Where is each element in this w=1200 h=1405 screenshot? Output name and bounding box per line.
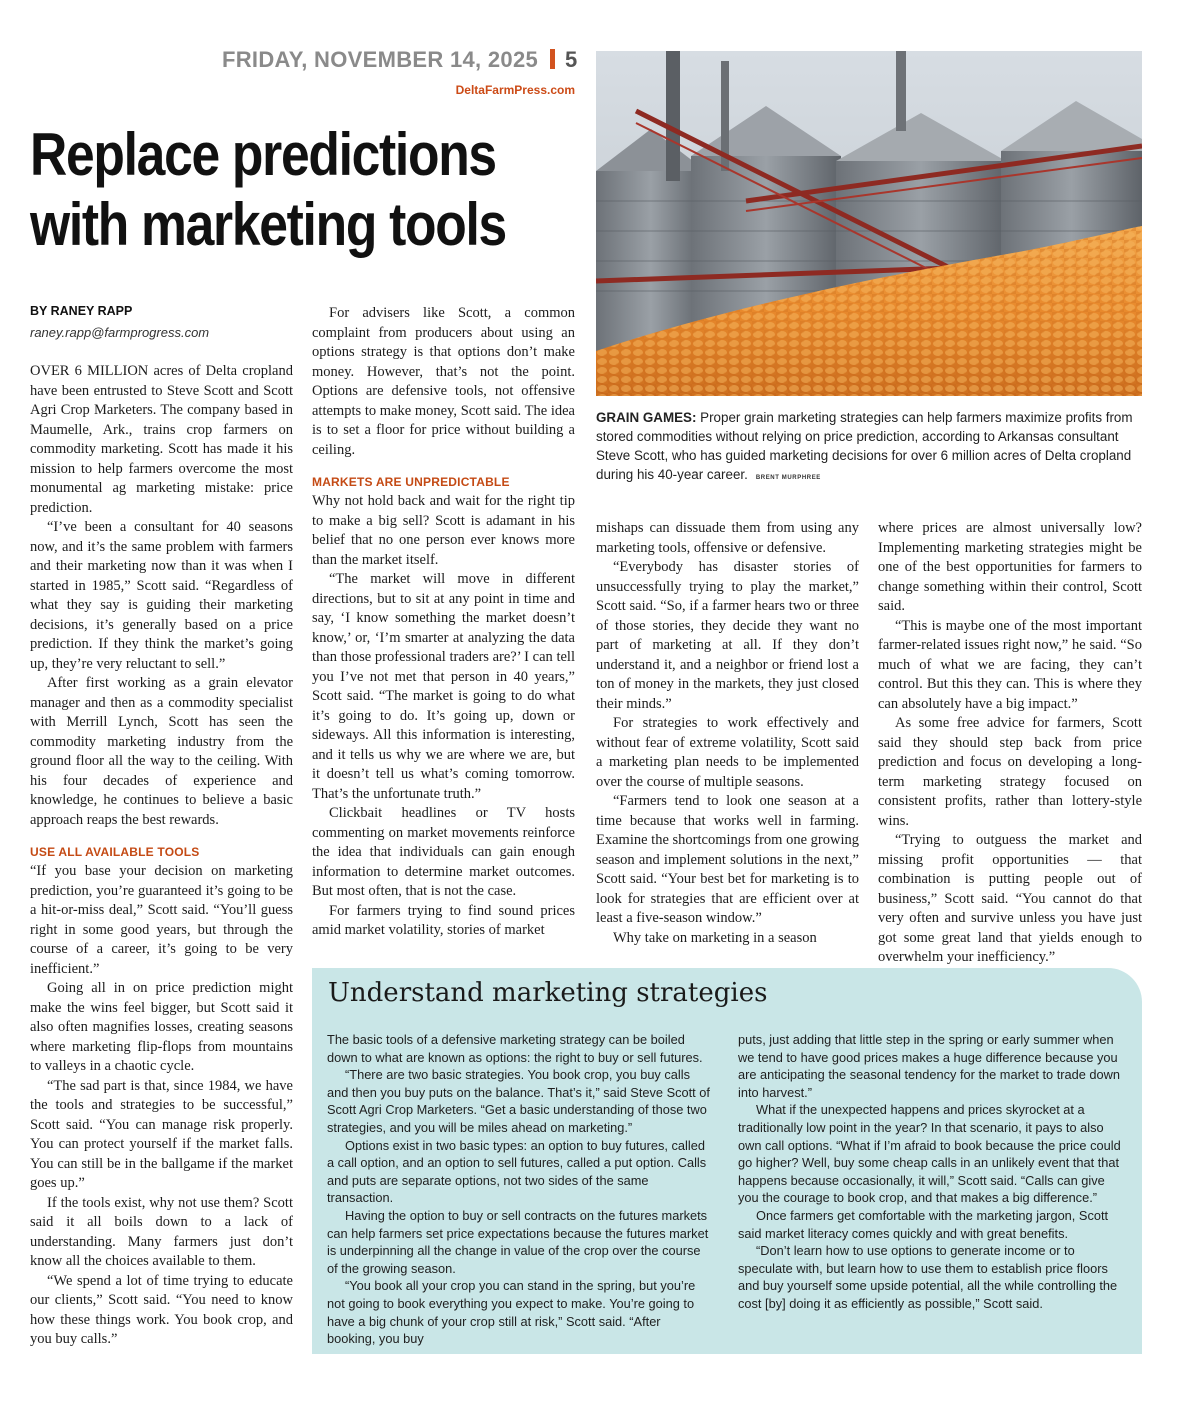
headline-line-2: with marketing tools <box>30 191 506 258</box>
lead-in-caps: OVER 6 MILLION <box>30 363 149 379</box>
paragraph: puts, just adding that little step in the spring or early summer when we tend to have good prices makes a huge difference because you are anticipating the seasonal tendency for the market to trade down into harvest.” <box>738 1032 1121 1100</box>
paragraph: For strategies to work effectively and without fear of extreme volatility, Scott said a marketing plan needs to be implemented over the course of multiple seasons. <box>596 715 859 790</box>
paragraph: “We spend a lot of time trying to educate our clients,” Scott said. “You need to know how these things work. You book crop, and you buy calls.” <box>30 1272 293 1347</box>
sidebar-column-left <box>327 1031 712 1348</box>
sidebar-column-right <box>738 1031 1123 1313</box>
subhead-markets: MARKETS ARE UNPREDICTABLE <box>312 475 510 489</box>
paragraph: “Trying to outguess the market and missing profit opportunities — that combination is putting people out of business,” Scott said. “You cannot do that very often and survive unless you have just got some great land that yields enough to overwhelm your inefficiency.” <box>878 832 1142 965</box>
paragraph: “Don’t learn how to use options to generate income or to speculate with, but learn how to use them to establish price floors and buy yourself some upside potential, all the while controlling the cost [by] doing it as efficiently as possible,” Scott said. <box>738 1243 1118 1311</box>
paragraph: Going all in on price prediction might make the wins feel bigger, but Scott said it also often magnifies losses, creating seasons where marketing flip-flops from mountains to valleys in a chaotic cycle. <box>30 980 293 1074</box>
paragraph: “There are two basic strategies. You book crop, you buy calls and then you buy puts on the balance. That’s it,” said Steve Scott of Scott Agri Crop Marketers. “Get a basic understanding of those two strategies, and you will be miles ahead on marketing.” <box>327 1067 710 1135</box>
paragraph: The basic tools of a defensive marketing strategy can be boiled down to what are known as options: the right to buy or sell futures. <box>327 1032 703 1065</box>
paragraph: If the tools exist, why not use them? Scott said it all boils down to a lack of understanding. Many farmers just don’t know all the choices available to them. <box>30 1194 293 1269</box>
byline: BY RANEY RAPP <box>30 304 133 318</box>
caption-text: Proper grain marketing strategies can help farmers maximize profits from stored commodities without relying on price prediction, according to Arkansas consultant Steve Scott, who has guided marketing decisions for over 6 million acres of Delta cropland during his 40-year career. <box>596 410 1133 482</box>
grain-bin-corn-image <box>596 51 1142 396</box>
paragraph: “I’ve been a consultant for 40 seasons now, and it’s the same problem with farmers and their marketing now than it was when I started in 1985,” Scott said. “Regardless of what they say is guiding their marketing decisions, it’s generally based on a price prediction. If they think the market’s going up, they’re very reluctant to sell.” <box>30 519 293 672</box>
sidebar-title: Understand marketing strategies <box>328 978 768 1008</box>
paragraph: What if the unexpected happens and prices skyrocket at a traditionally low point in the year? In that scenario, it pays to also own call options. “What if I’m afraid to book because the price could go higher? Well, buy some cheap calls in an unlikely event that that happens because occasionally, it will,” Scott said. “Calls can give you the courage to book crop, and that makes a big difference.” <box>738 1102 1121 1206</box>
paragraph-text: acres of Delta cropland have been entrusted to Steve Scott and Scott Agri Crop Marketers. The company based in Maumelle, Ark., trains crop farmers on commodity marketing. Scott has made it his mission to help farmers overcome the most monumental ag marketing mistake: price prediction. <box>30 363 293 516</box>
paragraph: Clickbait headlines or TV hosts commenting on market movements reinforce the idea that individuals can gain enough information to determine market outcomes. But most often, that is not the case. <box>312 805 575 899</box>
paragraph: “Everybody has disaster stories of unsuccessfully trying to play the market,” Scott said. “So, if a farmer hears two or three of those stories, they decide they want no part of marketing at all. If they don’t understand it, and a neighbor or friend lost a ton of money in the markets, they just closed their minds.” <box>596 559 859 712</box>
paragraph: “If you base your decision on marketing prediction, you’re guaranteed it’s going to be a hit-or-miss deal,” Scott said. “You’ll guess right in some good years, but through the course of a career, it’s going to be very inefficient.” <box>30 863 293 977</box>
author-email[interactable]: raney.rapp@farmprogress.com <box>30 325 210 340</box>
paragraph: where prices are almost universally low? Implementing marketing strategies might be one of the best opportunities for farmers to change something within their control, Scott said. <box>878 520 1142 614</box>
paragraph: Why take on marketing in a season <box>613 929 817 946</box>
paragraph: “You book all your crop you can stand in the spring, but you’re not going to book everything you expect to make. You’re going to have a big chunk of your crop still at risk,” Scott said. “After booking, you buy <box>327 1278 696 1347</box>
paragraph: For advisers like Scott, a common complaint from producers about using an options strategy is that options don’t make money. However, that’s not the point. Options are defensive tools, not offensive attempts to make money, Scott said. The idea is to set a floor for price without building a ceiling. <box>312 305 575 458</box>
article-column-3 <box>596 519 859 948</box>
paragraph: For farmers trying to find sound prices amid market volatility, stories of market <box>312 902 575 938</box>
subhead-tools: USE ALL AVAILABLE TOOLS <box>30 845 200 859</box>
site-url[interactable]: DeltaFarmPress.com <box>455 83 575 97</box>
photo-caption <box>596 408 1142 488</box>
caption-label: GRAIN GAMES: <box>596 410 697 425</box>
dateline <box>222 47 577 73</box>
dateline-divider <box>550 49 555 69</box>
article-column-2 <box>312 304 575 941</box>
page-number: 5 <box>565 47 578 72</box>
paragraph: Once farmers get comfortable with the marketing jargon, Scott said market literacy comes quickly and with great benefits. <box>738 1207 1109 1241</box>
grain-photo <box>596 51 1142 396</box>
photo-credit: BRENT MURPHREE <box>755 475 821 481</box>
article-column-1 <box>30 362 293 1350</box>
issue-date: FRIDAY, NOVEMBER 14, 2025 <box>222 47 539 72</box>
paragraph: “The sad part is that, since 1984, we have the tools and strategies to be successful,” Scott said. “You can manage risk properly. You can protect yourself if the market falls. You can still be in the ballgame if the market goes up.” <box>30 1077 293 1191</box>
paragraph: As some free advice for farmers, Scott said they should step back from price prediction and focus on developing a long-term marketing strategy focused on consistent profits, rather than lottery-style wins. <box>878 715 1142 829</box>
headline-line-1: Replace predictions <box>30 121 496 188</box>
paragraph: After first working as a grain elevator manager and then as a commodity specialist with Merrill Lynch, Scott has seen the commodity marketing industry from the ground floor all the way to the ceiling. With his four decades of experience and knowledge, he continues to believe a basic approach reaps the best rewards. <box>30 675 293 828</box>
paragraph: Why not hold back and wait for the right tip to make a big sell? Scott is adamant in his belief that no one person ever knows more than the market itself. <box>312 493 575 568</box>
paragraph <box>30 362 293 518</box>
paragraph: Having the option to buy or sell contracts on the futures markets can help farmers set price expectations because the futures market is underpinning all the change in value of the crop over the course of the growing season. <box>327 1207 709 1276</box>
paragraph: “This is maybe one of the most important farmer-related issues right now,” he said. “So much of what we are facing, they can’t control. But this they can. This is where they can absolutely have a big impact.” <box>878 617 1142 712</box>
paragraph: Options exist in two basic types: an option to buy futures, called a call option, and an option to sell futures, called a put option. Calls and puts are separate options, not two sides of the same transaction. <box>327 1137 707 1206</box>
paragraph: mishaps can dissuade them from using any marketing tools, offensive or defensive. <box>596 520 859 556</box>
article-headline <box>30 120 512 260</box>
paragraph: “The market will move in different directions, but to sit at any point in time and say, ‘I know something the market doesn’t know,’ or, ‘I’m smarter at analyzing the data than those professional traders are?’ I can tell you I’ve not met that person in 40 years,” Scott said. “The market is going to do what it’s going to do. It’s going up, down or sideways. All this information is interesting, and it tells us why we are where we are, but it doesn’t tell us what’s coming tomorrow. That’s the unfortunate truth.” <box>312 571 575 802</box>
paragraph: “Farmers tend to look one season at a time because that works well in farming. Examine the shortcomings from one growing season and implement solutions in the next,” Scott said. “Your best bet for marketing is to look for strategies that are efficient over at least a five-season window.” <box>596 793 859 926</box>
article-column-4 <box>878 519 1142 968</box>
